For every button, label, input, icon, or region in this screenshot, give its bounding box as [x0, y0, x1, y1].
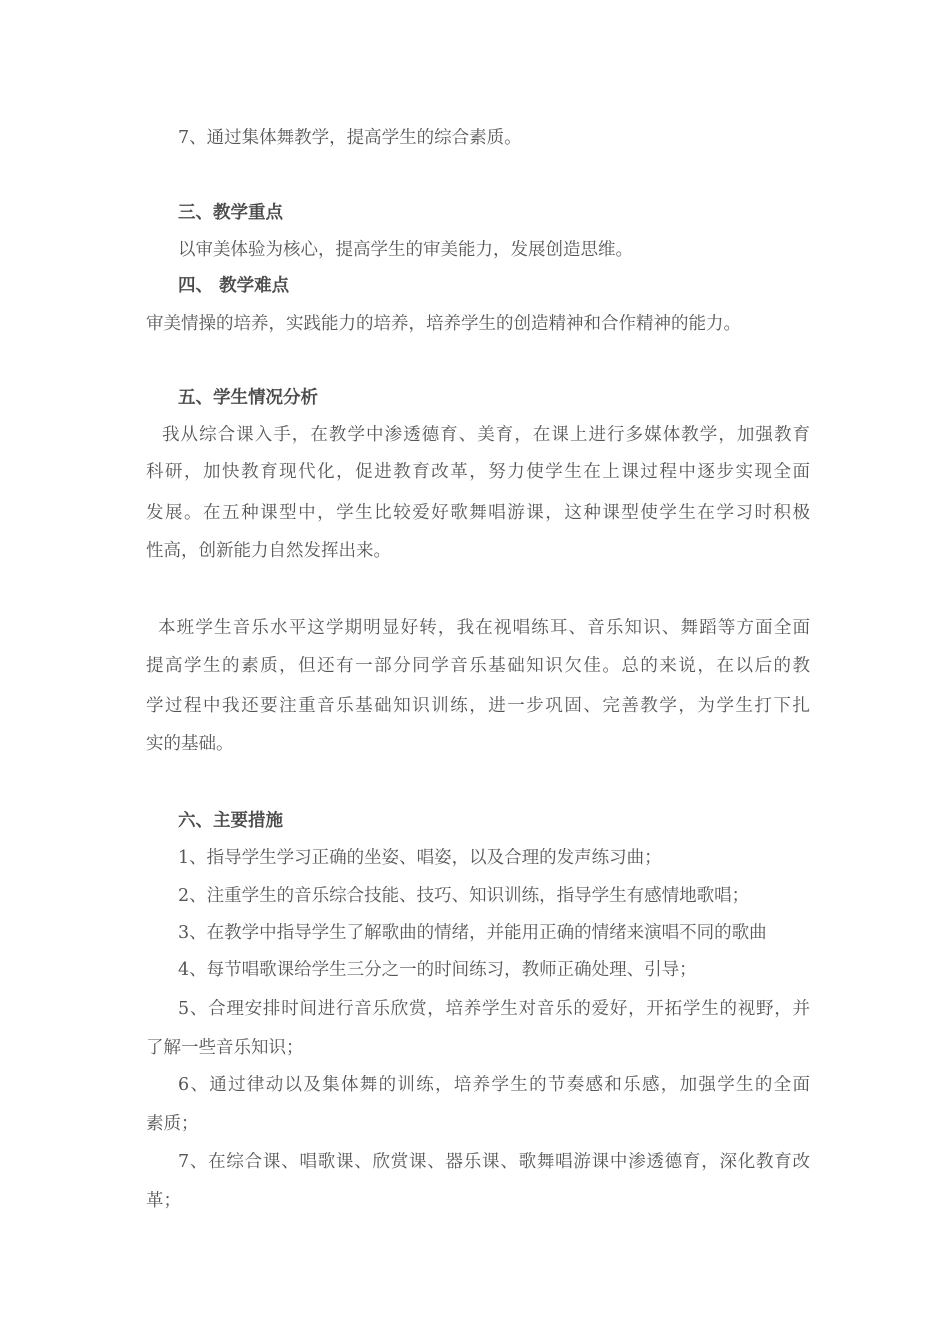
class-level-line-2: 提高学生的素质，但还有一部分同学音乐基础知识欠佳。总的来说，在以后的教 [146, 656, 810, 676]
teaching-focus-text: 以审美体验为核心，提高学生的审美能力，发展创造思维。 [178, 240, 633, 260]
student-analysis-line-3: 发展。在五种课型中，学生比较爱好歌舞唱游课，这种课型使学生在学习时积极 [146, 503, 810, 523]
heading-teaching-focus: 三、教学重点 [178, 203, 283, 223]
measure-6-line-1: 6、通过律动以及集体舞的训练，培养学生的节奏感和乐感，加强学生的全面 [178, 1075, 810, 1095]
class-level-line-1: 本班学生音乐水平这学期明显好转，我在视唱练耳、音乐知识、舞蹈等方面全面 [158, 618, 810, 638]
measure-6-line-2: 素质； [146, 1114, 199, 1134]
heading-teaching-difficulty: 四、 教学难点 [178, 276, 290, 296]
item-7-collective-dance: 7、通过集体舞教学，提高学生的综合素质。 [178, 128, 522, 148]
measure-7-line-2: 革； [146, 1191, 181, 1211]
measure-7-line-1: 7、在综合课、唱歌课、欣赏课、器乐课、歌舞唱游课中渗透德育，深化教育改 [178, 1152, 810, 1172]
class-level-line-3: 学过程中我还要注重音乐基础知识训练，进一步巩固、完善教学，为学生打下扎 [146, 696, 810, 716]
measure-4: 4、每节唱歌课给学生三分之一的时间练习，教师正确处理、引导； [178, 960, 697, 980]
measure-3: 3、在教学中指导学生了解歌曲的情绪，并能用正确的情绪来演唱不同的歌曲 [178, 923, 767, 943]
student-analysis-line-2: 科研，加快教育现代化，促进教育改革，努力使学生在上课过程中逐步实现全面 [146, 462, 810, 482]
heading-main-measures: 六、主要措施 [178, 811, 283, 831]
student-analysis-line-1: 我从综合课入手，在教学中渗透德育、美育，在课上进行多媒体教学，加强教育 [162, 425, 810, 445]
teaching-difficulty-text: 审美情操的培养，实践能力的培养，培养学生的创造精神和合作精神的能力。 [146, 314, 741, 334]
measure-5-line-1: 5、合理安排时间进行音乐欣赏，培养学生对音乐的爱好，开拓学生的视野，并 [178, 999, 810, 1019]
measure-5-line-2: 了解一些音乐知识； [146, 1038, 304, 1058]
student-analysis-line-4: 性高，创新能力自然发挥出来。 [146, 541, 391, 561]
class-level-line-4: 实的基础。 [146, 734, 234, 754]
measure-1: 1、指导学生学习正确的坐姿、唱姿，以及合理的发声练习曲； [178, 848, 662, 868]
measure-2: 2、注重学生的音乐综合技能、技巧、知识训练，指导学生有感情地歌唱； [178, 886, 750, 906]
heading-student-analysis: 五、学生情况分析 [178, 388, 318, 408]
